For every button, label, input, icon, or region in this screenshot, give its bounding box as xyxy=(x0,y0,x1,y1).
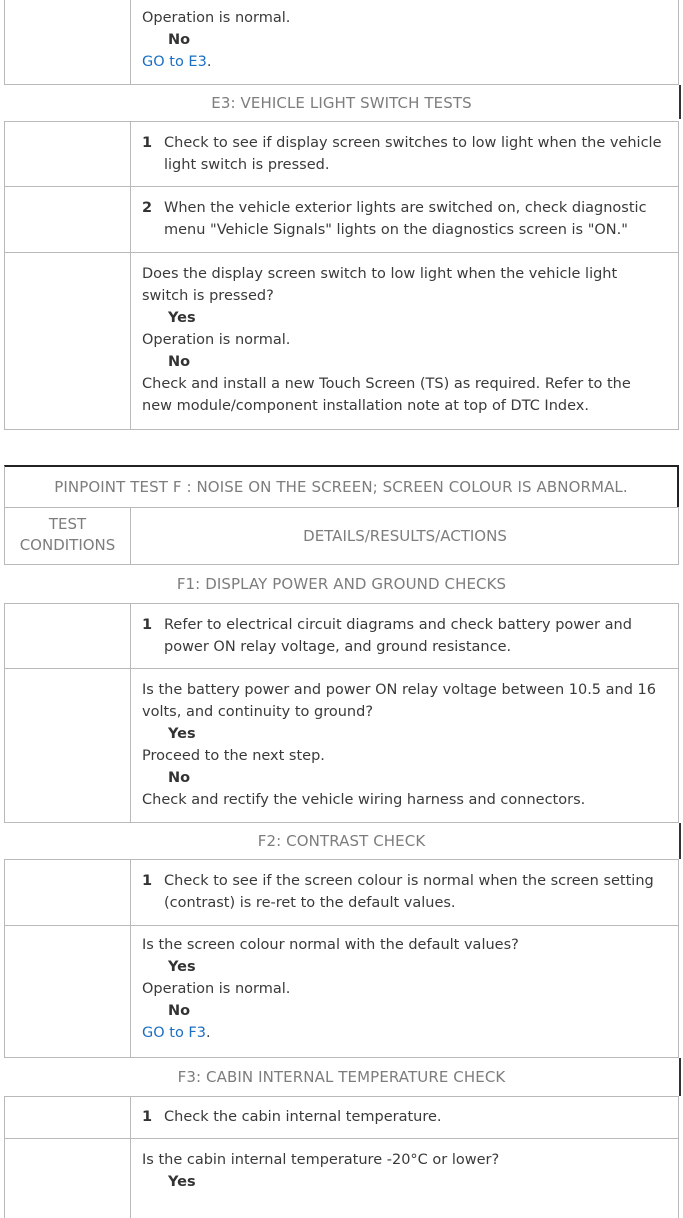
f3-header-text: F3: CABIN INTERNAL TEMPERATURE CHECK xyxy=(177,1068,506,1086)
question-cell xyxy=(132,253,678,429)
question-text: Is the cabin internal temperature -20°C or lower? xyxy=(142,1152,500,1168)
no-label: No xyxy=(168,1003,191,1019)
column-header-row xyxy=(4,507,679,565)
step-text: Check to see if display screen switches to low light when the vehicle light switch is pressed. xyxy=(164,135,662,173)
f1-step1-row xyxy=(4,603,679,669)
step-cell xyxy=(132,604,678,668)
question-text: Is the screen colour normal with the default values? xyxy=(142,937,519,953)
page-edge xyxy=(679,823,681,859)
e3-step1-row xyxy=(4,121,679,187)
f1-header-text: F1: DISPLAY POWER AND GROUND CHECKS xyxy=(176,575,507,593)
step-number: 1 xyxy=(142,135,153,151)
test-conditions-cell xyxy=(5,122,131,186)
yes-label: Yes xyxy=(168,959,196,975)
goto-f3-link[interactable]: GO to F3 xyxy=(142,1025,206,1041)
step-text: Check to see if the screen colour is normal when the screen setting (contrast) is re-ret to the default values. xyxy=(164,873,654,911)
test-conditions-cell xyxy=(5,860,131,925)
step-1 xyxy=(142,614,664,658)
e2-result-row xyxy=(4,0,679,85)
col-details: DETAILS/RESULTS/ACTIONS xyxy=(303,527,507,545)
step-1 xyxy=(142,870,664,914)
page-edge xyxy=(679,1058,681,1096)
no-label: No xyxy=(168,354,191,370)
page-edge xyxy=(679,85,681,119)
goto-line xyxy=(142,51,664,73)
step-number: 2 xyxy=(142,200,153,216)
e3-step2-row xyxy=(4,187,679,253)
f1-header xyxy=(4,565,679,603)
step-number: 1 xyxy=(142,617,153,633)
step-1 xyxy=(142,132,664,176)
goto-line xyxy=(142,1022,664,1044)
step-cell xyxy=(132,860,678,925)
yes-label: Yes xyxy=(168,310,196,326)
f3-step1-row xyxy=(4,1096,679,1139)
f1-question-row xyxy=(4,669,679,823)
yes-label: Yes xyxy=(168,1174,196,1190)
no-label: No xyxy=(168,770,191,786)
f2-step1-row xyxy=(4,859,679,926)
yes-label: Yes xyxy=(168,726,196,742)
test-conditions-cell xyxy=(5,669,131,822)
step-1 xyxy=(142,1106,664,1128)
question-text: Is the battery power and power ON relay voltage between 10.5 and 16 volts, and continuity to ground? xyxy=(142,682,656,720)
test-conditions-cell xyxy=(5,1097,131,1138)
step-cell xyxy=(132,187,678,252)
goto-period: . xyxy=(206,54,212,70)
e3-header-text: E3: VEHICLE LIGHT SWITCH TESTS xyxy=(211,94,472,112)
test-f-title-row xyxy=(4,465,679,507)
step-number: 1 xyxy=(142,873,153,889)
step-text: Refer to electrical circuit diagrams and check battery power and power ON relay voltage, and ground resistance. xyxy=(164,617,632,655)
result-text: Operation is normal. xyxy=(142,10,291,26)
no-label: No xyxy=(168,32,191,48)
no-result: Check and rectify the vehicle wiring harness and connectors. xyxy=(142,792,586,808)
test-conditions-cell xyxy=(5,253,131,429)
test-conditions-cell xyxy=(5,604,131,668)
step-text: When the vehicle exterior lights are switched on, check diagnostic menu "Vehicle Signals" lights on the diagnostics screen is "ON." xyxy=(164,200,647,238)
step-text: Check the cabin internal temperature. xyxy=(164,1109,442,1125)
yes-result: Proceed to the next step. xyxy=(142,748,325,764)
goto-period: . xyxy=(206,1025,211,1041)
test-conditions-cell xyxy=(5,187,131,252)
yes-result: Operation is normal. xyxy=(142,332,291,348)
test-conditions-cell xyxy=(5,1139,131,1218)
test-f-title: PINPOINT TEST F : NOISE ON THE SCREEN; SCREEN COLOUR IS ABNORMAL. xyxy=(54,478,628,496)
question-cell xyxy=(132,926,678,1057)
yes-result: Operation is normal. xyxy=(142,981,291,997)
no-result: Check and install a new Touch Screen (TS) as required. Refer to the new module/component installation note at top of DTC Index. xyxy=(142,376,631,414)
step-cell xyxy=(132,1097,678,1138)
question-cell xyxy=(132,1139,678,1218)
test-conditions-cell xyxy=(5,0,131,84)
test-conditions-cell xyxy=(5,926,131,1057)
step-number: 1 xyxy=(142,1109,153,1125)
f3-header xyxy=(4,1058,679,1096)
e3-question-row xyxy=(4,253,679,430)
step-2 xyxy=(142,197,664,241)
f2-question-row xyxy=(4,926,679,1058)
step-cell xyxy=(132,122,678,186)
f3-question-row xyxy=(4,1139,679,1218)
result-cell xyxy=(132,0,678,84)
question-cell xyxy=(132,669,678,822)
col-test-conditions: TEST CONDITIONS xyxy=(5,508,131,564)
question-text: Does the display screen switch to low light when the vehicle light switch is pressed? xyxy=(142,266,618,304)
goto-e3-link[interactable]: GO to E3 xyxy=(142,54,207,70)
e3-header xyxy=(4,85,679,121)
f2-header xyxy=(4,823,679,859)
f2-header-text: F2: CONTRAST CHECK xyxy=(257,832,426,850)
